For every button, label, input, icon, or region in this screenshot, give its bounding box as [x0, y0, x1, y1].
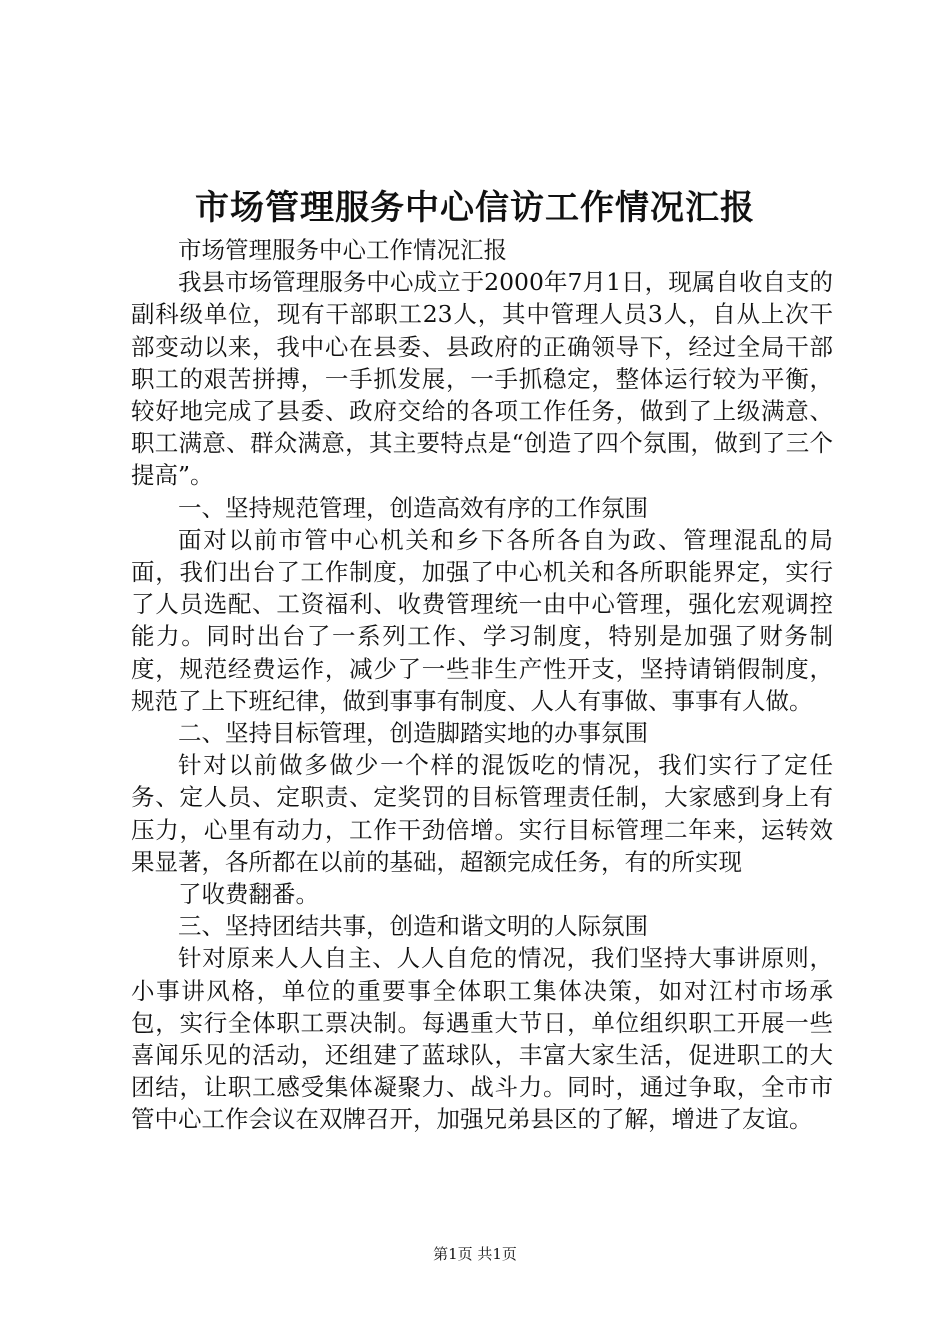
section-2-continuation: 了收费翻番。 [178, 880, 319, 909]
document-title: 市场管理服务中心信访工作情况汇报 [195, 188, 755, 228]
intro-paragraph: 我县市场管理服务中心成立于2000年7月1日，现属自收自支的副科级单位，现有干部职工23人，其中管理人员3人，自从上次干部变动以来，我中心在县委、县政府的正确领导下，经过全局干部职工的艰苦拼搏，一手抓发展，一手抓稳定，整体运行较为平衡，较好地完成了县委、政府交给的各项工作任务，做到了上级满意、职工满意、群众满意，其主要特点是“创造了四个氛围，做到了三个提高”。 [131, 268, 833, 490]
section-heading-1: 一、坚持规范管理，创造高效有序的工作氛围 [178, 493, 648, 522]
subtitle-paragraph: 市场管理服务中心工作情况汇报 [178, 236, 507, 264]
page-footer: 第1页 共1页 [433, 1245, 517, 1263]
section-heading-3: 三、坚持团结共事，创造和谐文明的人际氛围 [178, 912, 648, 941]
section-1-paragraph: 面对以前市管中心机关和乡下各所各自为政、管理混乱的局面，我们出台了工作制度，加强了中心机关和各所职能界定，实行了人员选配、工资福利、收费管理统一由中心管理，强化宏观调控能力。同时出台了一系列工作、学习制度，特别是加强了财务制度，规范经费运作，减少了一些非生产性开支，坚持请销假制度，规范了上下班纪律，做到事事有制度、人人有事做、事事有人做。 [131, 525, 833, 715]
document-body [131, 234, 833, 1136]
section-heading-2: 二、坚持目标管理，创造脚踏实地的办事氛围 [178, 719, 648, 748]
section-3-paragraph: 针对原来人人自主、人人自危的情况，我们坚持大事讲原则，小事讲风格，单位的重要事全体职工集体决策，如对江村市场承包，实行全体职工票决制。每遇重大节日，单位组织职工开展一些喜闻乐见的活动，还组建了蓝球队，丰富大家生活，促进职工的大团结，让职工感受集体凝聚力、战斗力。同时，通过争取，全市市管中心工作会议在双牌召开，加强兄弟县区的了解，增进了友谊。 [131, 944, 833, 1134]
section-2-paragraph: 针对以前做多做少一个样的混饭吃的情况，我们实行了定任务、定人员、定职责、定奖罚的目标管理责任制，大家感到身上有压力，心里有动力，工作干劲倍增。实行目标管理二年来，运转效果显著，各所都在以前的基础，超额完成任务，有的所实现 [131, 751, 833, 876]
